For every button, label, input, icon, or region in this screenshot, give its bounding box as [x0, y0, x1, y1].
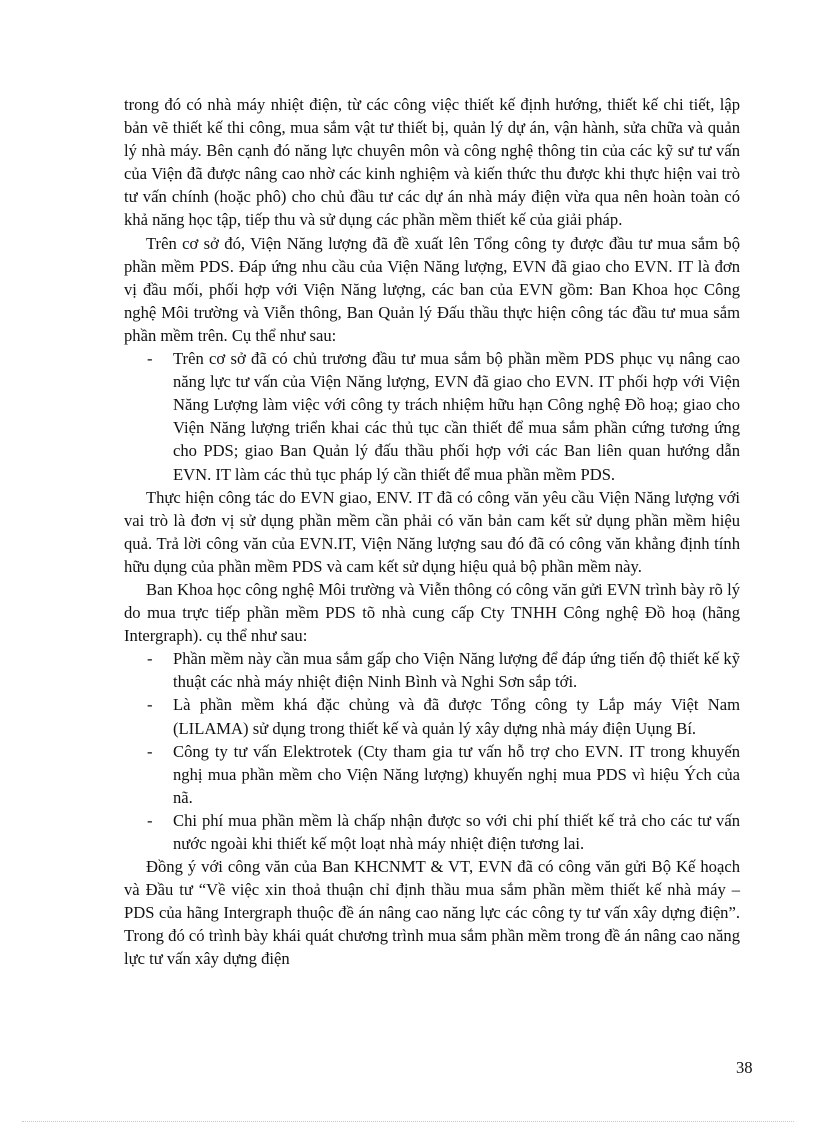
list-item-text: Chi phí mua phần mềm là chấp nhận được so với chi phí thiết kế trả cho các tư vấn nước ngoài khi thiết kế một loạt nhà máy nhiệt điện tương lai.: [173, 810, 740, 853]
body-paragraph: Trên cơ sở đó, Viện Năng lượng đã đề xuất lên Tổng công ty được đầu tư mua sắm bộ phần mềm PDS. Đáp ứng nhu cầu của Viện Năng lượng, EVN đã giao cho EVN. IT là đơn vị đầu mối, phối hợp với Viện Năng lượng, các ban của EVN gồm: Ban Khoa học Công nghệ Môi trường và Viễn thông, Ban Quản lý Đấu thầu thực hiện công tác đầu tư mua sắm phần mềm trên. Cụ thể như sau:: [124, 233, 740, 345]
bullet-list: [124, 347, 740, 486]
body-paragraph: Đồng ý với công văn của Ban KHCNMT & VT, EVN đã có công văn gửi Bộ Kế hoạch và Đầu tư “Về việc xin thoả thuận chỉ định thầu mua sắm phần mềm thiết kế nhà máy – PDS của hãng Intergraph thuộc đề án nâng cao năng lực các công ty tư vấn xây dựng điện”. Trong đó có trình bày khái quát chương trình mua sắm phần mềm trong đề án nâng cao năng lực tư vấn xây dựng điện: [124, 857, 740, 969]
bullet-marker: -: [147, 695, 153, 715]
list-item-text: Công ty tư vấn Elektrotek (Cty tham gia tư vấn hỗ trợ cho EVN. IT trong khuyến nghị mua phần mềm cho Viện Năng lượng) khuyến nghị mua PDS vì hiệu Ých của nã.: [173, 741, 740, 807]
list-item-text: Là phần mềm khá đặc chủng và đã được Tổng công ty Lắp máy Việt Nam (LILAMA) sử dụng trong thiết kế và quản lý xây dựng nhà máy điện Uụng Bí.: [173, 695, 740, 738]
bullet-list: [124, 647, 740, 855]
page-number: 38: [736, 1058, 753, 1077]
body-paragraph: Thực hiện công tác do EVN giao, ENV. IT đã có công văn yêu cầu Viện Năng lượng với vai trò là đơn vị sử dụng phần mềm cần phải có văn bản cam kết sử dụng phần mềm hiệu quả. Trả lời công văn của EVN.IT, Viện Năng lượng sau đó đã có công văn khẳng định tính hữu dụng của phần mềm PDS và cam kết sử dụng hiệu quả bộ phần mềm này.: [124, 487, 740, 576]
list-item: [124, 809, 740, 855]
bullet-marker: -: [147, 810, 153, 830]
body-paragraph: trong đó có nhà máy nhiệt điện, từ các công việc thiết kế định hướng, thiết kế chi tiết, lập bản vẽ thiết kế thi công, mua sắm vật tư thiết bị, quản lý dự án, vận hành, sửa chữa và quản lý nhà máy. Bên cạnh đó năng lực chuyên môn và công nghệ thông tin của các kỹ sư tư vấn của Viện đã được nâng cao nhờ các kinh nghiệm và kiến thức thu được khi thực hiện vai trò tư vấn chính (hoặc phô) cho chủ đầu tư các dự án nhà máy điện vừa qua nên hoàn toàn có khả năng học tập, tiếp thu và sử dụng các phần mềm thiết kế của giải pháp.: [124, 95, 740, 230]
list-item: [124, 693, 740, 739]
list-item-text: Phần mềm này cần mua sắm gấp cho Viện Năng lượng để đáp ứng tiến độ thiết kế kỹ thuật các nhà máy nhiệt điện Ninh Bình và Nghi Sơn sắp tới.: [173, 649, 740, 692]
list-item-text: Trên cơ sở đã có chủ trương đầu tư mua sắm bộ phần mềm PDS phục vụ nâng cao năng lực tư vấn của Viện Năng lượng, EVN đã giao cho EVN. IT phối hợp với Viện Năng Lượng làm việc với công ty trách nhiệm hữu hạn Công nghệ Đồ hoạ; giao cho Viện Năng lượng triển khai các thủ tục cần thiết để mua sắm phần cứng tương ứng cho PDS; giao Ban Quản lý đấu thầu phối hợp với các Ban liên quan hướng dẫn EVN. IT làm các thủ tục pháp lý cần thiết để mua phần mềm PDS.: [173, 349, 740, 484]
bullet-marker: -: [147, 349, 153, 369]
list-item: [124, 740, 740, 809]
body-paragraph: Ban Khoa học công nghệ Môi trường và Viễn thông có công văn gửi EVN trình bày rõ lý do mua trực tiếp phần mềm PDS tõ nhà cung cấp Cty TNHH Công nghệ Đồ hoạ (hãng Intergraph). cụ thể như sau:: [124, 579, 740, 646]
bullet-marker: -: [147, 649, 153, 669]
list-item: [124, 347, 740, 486]
document-body: [124, 93, 740, 971]
list-item: [124, 647, 740, 693]
bullet-marker: -: [147, 741, 153, 761]
footer-divider: [22, 1121, 794, 1122]
